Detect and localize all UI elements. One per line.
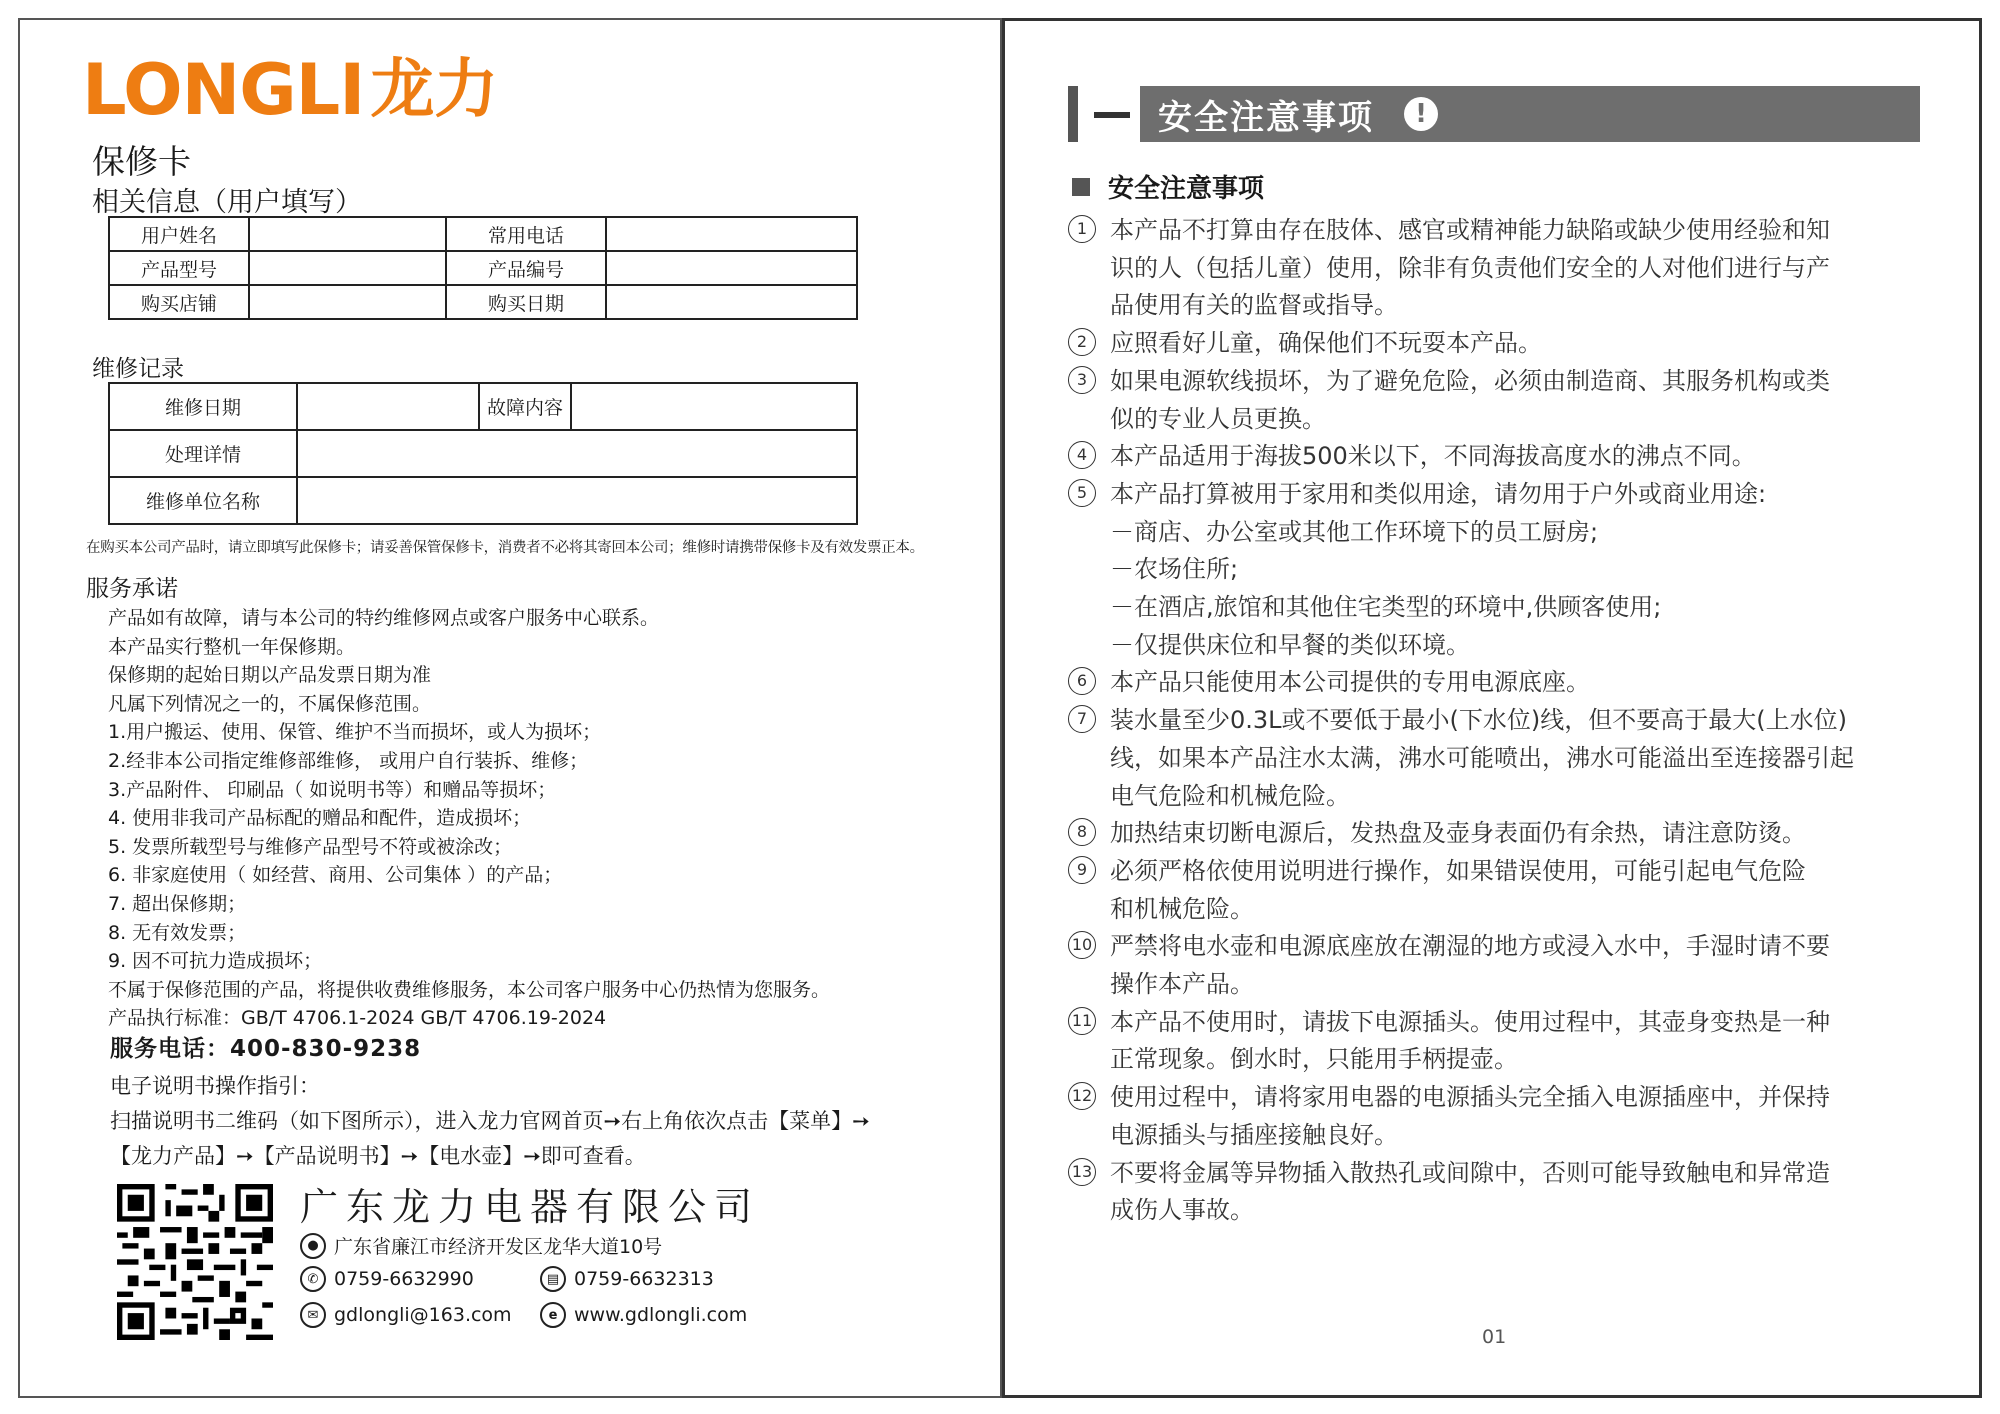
phone-icon: ✆: [300, 1266, 326, 1292]
safety-item: [1068, 664, 1928, 702]
item-text: [1110, 1079, 1928, 1154]
website-text[interactable]: www.gdlongli.com: [574, 1304, 748, 1326]
field-user-name: [249, 217, 446, 251]
item-line: 本产品只能使用本公司提供的专用电源底座。: [1110, 668, 1590, 697]
item-number: 7: [1068, 705, 1096, 733]
header-bar-decoration: [1068, 86, 1078, 142]
service-line: 凡属下列情况之一的，不属保修范围。: [108, 692, 432, 715]
sub-item: －农场住所;: [1110, 555, 1239, 584]
item-text: [1110, 212, 1928, 325]
fax-text: 0759-6632313: [574, 1268, 714, 1290]
item-number-icon: [1068, 702, 1110, 815]
item-line: 品使用有关的监督或指导。: [1110, 291, 1398, 320]
item-number: 13: [1068, 1158, 1096, 1186]
website-row: [540, 1302, 747, 1328]
item-line: 和机械危险。: [1110, 894, 1254, 923]
item-line: 电气危险和机械危险。: [1110, 781, 1350, 810]
square-bullet-icon: [1072, 178, 1090, 196]
service-line: 3.产品附件、 印刷品（ 如说明书等）和赠品等损坏；: [108, 778, 557, 801]
item-line: 如果电源软线损坏，为了避免危险，必须由制造商、其服务机构或类: [1110, 366, 1830, 395]
item-number: 1: [1068, 215, 1096, 243]
item-line: 识的人（包括儿童）使用，除非有负责他们安全的人对他们进行与产: [1110, 253, 1830, 282]
card-title: 保修卡: [92, 142, 191, 181]
item-number-icon: [1068, 1079, 1110, 1154]
service-line: 4. 使用非我司产品标配的赠品和配件，造成损坏；: [108, 807, 532, 830]
field-fault: [571, 383, 857, 430]
item-line: 电源插头与插座接触良好。: [1110, 1120, 1398, 1149]
field-repair-date: [297, 383, 479, 430]
safety-item: [1068, 702, 1928, 815]
item-number-icon: [1068, 664, 1110, 702]
item-line: 使用过程中，请将家用电器的电源插头完全插入电源插座中，并保持: [1110, 1083, 1830, 1112]
item-number-icon: [1068, 363, 1110, 438]
item-line: 本产品适用于海拔500米以下，不同海拔高度水的沸点不同。: [1110, 442, 1756, 471]
item-number: 5: [1068, 479, 1096, 507]
item-number-icon: [1068, 476, 1110, 514]
item-line: 本产品不打算由存在肢体、感官或精神能力缺陷或缺少使用经验和知: [1110, 216, 1830, 244]
table-row: [109, 285, 857, 319]
service-terms: [108, 604, 830, 1033]
item-line: 线，如果本产品注水太满，沸水可能喷出，沸水可能溢出至连接器引起: [1110, 743, 1854, 772]
item-number-icon: [1068, 1155, 1110, 1230]
service-line: 8. 无有效发票；: [108, 921, 247, 944]
fax-row: [540, 1266, 714, 1292]
safety-item: [1068, 815, 1928, 853]
table-row: [109, 477, 857, 524]
item-text: [1110, 1004, 1928, 1079]
item-text: [1110, 1155, 1928, 1230]
label-serial: 产品编号: [446, 251, 606, 285]
item-number-icon: [1068, 853, 1110, 928]
label-detail: 处理详情: [109, 430, 297, 477]
warranty-notice: 在购买本公司产品时，请立即填写此保修卡；请妥善保管保修卡，消费者不必将其寄回本公司；维修时请携带保修卡及有效发票正本。: [86, 540, 924, 556]
service-line: 本产品实行整机一年保修期。: [108, 635, 356, 658]
item-text: [1110, 325, 1928, 363]
item-number: 4: [1068, 441, 1096, 469]
subsection-title: 安全注意事项: [1108, 174, 1265, 204]
tel-text: 0759-6632990: [334, 1268, 474, 1290]
item-number: 3: [1068, 366, 1096, 394]
safety-item: [1068, 363, 1928, 438]
item-text: [1110, 702, 1928, 815]
service-line: 7. 超出保修期；: [108, 892, 247, 915]
address-text: 广东省廉江市经济开发区龙华大道10号: [334, 1236, 663, 1258]
safety-item: [1068, 1079, 1928, 1154]
guide-line: 【龙力产品】➙【产品说明书】➙【电水壶】➙即可查看。: [110, 1144, 646, 1168]
item-number: 2: [1068, 328, 1096, 356]
email-icon: ✉: [300, 1302, 326, 1328]
safety-item: [1068, 928, 1928, 1003]
item-line: 必须严格依使用说明进行操作，如果错误使用，可能引起电气危险: [1110, 856, 1806, 885]
sub-item: －在酒店,旅馆和其他住宅类型的环境中,供顾客使用;: [1110, 593, 1662, 622]
repair-section-title: 维修记录: [92, 356, 184, 382]
item-line: 本产品不使用时，请拔下电源插头。使用过程中，其壶身变热是一种: [1110, 1007, 1830, 1036]
service-title: 服务承诺: [86, 576, 178, 602]
item-number-icon: [1068, 325, 1110, 363]
safety-item: [1068, 1155, 1928, 1230]
location-icon: ●: [300, 1233, 326, 1259]
email-row: [300, 1302, 512, 1328]
item-text: [1110, 928, 1928, 1003]
item-number: 9: [1068, 856, 1096, 884]
service-line: 1.用户搬运、使用、保管、维护不当而损坏，或人为损坏；: [108, 721, 602, 744]
item-line: 装水量至少0.3L或不要低于最小(下水位)线，但不要高于最大(上水位): [1110, 706, 1847, 735]
service-line: 2.经非本公司指定维修部维修， 或用户自行装拆、维修；: [108, 749, 589, 772]
item-text: [1110, 815, 1928, 853]
sub-item: －商店、办公室或其他工作环境下的员工厨房;: [1110, 517, 1599, 546]
sub-item: －仅提供床位和早餐的类似环境。: [1110, 630, 1470, 659]
section-header-title: 安全注意事项: [1158, 97, 1374, 138]
item-line: 似的专业人员更换。: [1110, 404, 1326, 433]
safety-items-list: [1068, 212, 1928, 1230]
warning-icon: !: [1404, 97, 1438, 131]
item-line: 不要将金属等异物插入散热孔或间隙中，否则可能导致触电和异常造: [1110, 1158, 1830, 1187]
section-header: [1140, 86, 1920, 142]
item-line: 加热结束切断电源后，发热盘及壶身表面仍有余热，请注意防烫。: [1110, 819, 1806, 848]
label-user-name: 用户姓名: [109, 217, 249, 251]
table-row: [109, 217, 857, 251]
table-row: [109, 430, 857, 477]
service-line: 9. 因不可抗力造成损坏；: [108, 950, 323, 973]
item-text: [1110, 363, 1928, 438]
item-number-icon: [1068, 815, 1110, 853]
service-line: 保修期的起始日期以产品发票日期为准: [108, 664, 432, 687]
label-unit: 维修单位名称: [109, 477, 297, 524]
item-text: [1110, 438, 1928, 476]
safety-item: [1068, 325, 1928, 363]
item-number: 8: [1068, 818, 1096, 846]
item-text: [1110, 476, 1928, 514]
repair-record-table: [108, 382, 858, 525]
label-repair-date: 维修日期: [109, 383, 297, 430]
web-icon: e: [540, 1302, 566, 1328]
safety-item: [1068, 1004, 1928, 1079]
item-line: 正常现象。倒水时，只能用手柄提壶。: [1110, 1045, 1518, 1074]
service-line: 不属于保修范围的产品，将提供收费维修服务，本公司客户服务中心仍热情为您服务。: [108, 978, 831, 1001]
service-line: 5. 发票所载型号与维修产品型号不符或被涂改；: [108, 835, 513, 858]
item-text: [1110, 853, 1928, 928]
item-number-icon: [1068, 212, 1110, 325]
item-number: 12: [1068, 1082, 1096, 1110]
qr-code[interactable]: [117, 1184, 273, 1340]
label-model: 产品型号: [109, 251, 249, 285]
logo-text-cn: 龙力: [370, 53, 499, 127]
field-unit: [297, 477, 857, 524]
item-line: 成伤人事故。: [1110, 1196, 1254, 1225]
item-line: 本产品打算被用于家用和类似用途，请勿用于户外或商业用途:: [1110, 479, 1767, 508]
address-row: [300, 1232, 662, 1259]
service-line: 产品执行标准：GB/T 4706.1-2024 GB/T 4706.19-2024: [108, 1007, 607, 1030]
table-row: [109, 383, 857, 430]
safety-item: [1068, 476, 1928, 514]
brand-logo: [82, 50, 498, 130]
item-line: 应照看好儿童，确保他们不玩耍本产品。: [1110, 329, 1542, 358]
company-name: 广东龙力电器有限公司: [300, 1185, 761, 1229]
safety-item: [1068, 212, 1928, 325]
email-text[interactable]: gdlongli@163.com: [334, 1304, 512, 1326]
info-section-title: 相关信息（用户填写）: [92, 187, 362, 218]
service-hotline: 服务电话：400-830-9238: [110, 1036, 422, 1062]
item-number: 11: [1068, 1007, 1096, 1035]
field-detail: [297, 430, 857, 477]
label-phone: 常用电话: [446, 217, 606, 251]
field-model: [249, 251, 446, 285]
item-number: 10: [1068, 931, 1096, 959]
item-line: 严禁将电水壶和电源底座放在潮湿的地方或浸入水中，手湿时请不要: [1110, 932, 1830, 961]
service-line: 6. 非家庭使用（ 如经营、商用、公司集体 ）的产品；: [108, 864, 563, 887]
field-date: [606, 285, 857, 319]
item-text: [1110, 664, 1928, 702]
service-line: 产品如有故障，请与本公司的特约维修网点或客户服务中心联系。: [108, 607, 660, 629]
table-row: [109, 251, 857, 285]
safety-item: [1068, 853, 1928, 928]
item-number-icon: [1068, 1004, 1110, 1079]
tel-row: [300, 1266, 474, 1292]
item-number-icon: [1068, 928, 1110, 1003]
guide-line: 扫描说明书二维码（如下图所示），进入龙力官网首页➙右上角依次点击【菜单】➙: [110, 1109, 870, 1133]
field-phone: [606, 217, 857, 251]
safety-item: [1068, 438, 1928, 476]
page-number: 01: [1482, 1326, 1507, 1348]
guide-text: [110, 1104, 870, 1174]
fax-icon: ▤: [540, 1266, 566, 1292]
label-fault: 故障内容: [479, 383, 571, 430]
user-info-table: [108, 216, 858, 320]
header-dash-decoration: [1094, 112, 1130, 118]
item-line: 操作本产品。: [1110, 970, 1254, 999]
field-store: [249, 285, 446, 319]
item-number-icon: [1068, 438, 1110, 476]
label-store: 购买店铺: [109, 285, 249, 319]
label-date: 购买日期: [446, 285, 606, 319]
item-number: 6: [1068, 667, 1096, 695]
logo-text-en: LONGLI: [82, 49, 365, 131]
field-serial: [606, 251, 857, 285]
guide-title: 电子说明书操作指引：: [110, 1074, 320, 1098]
